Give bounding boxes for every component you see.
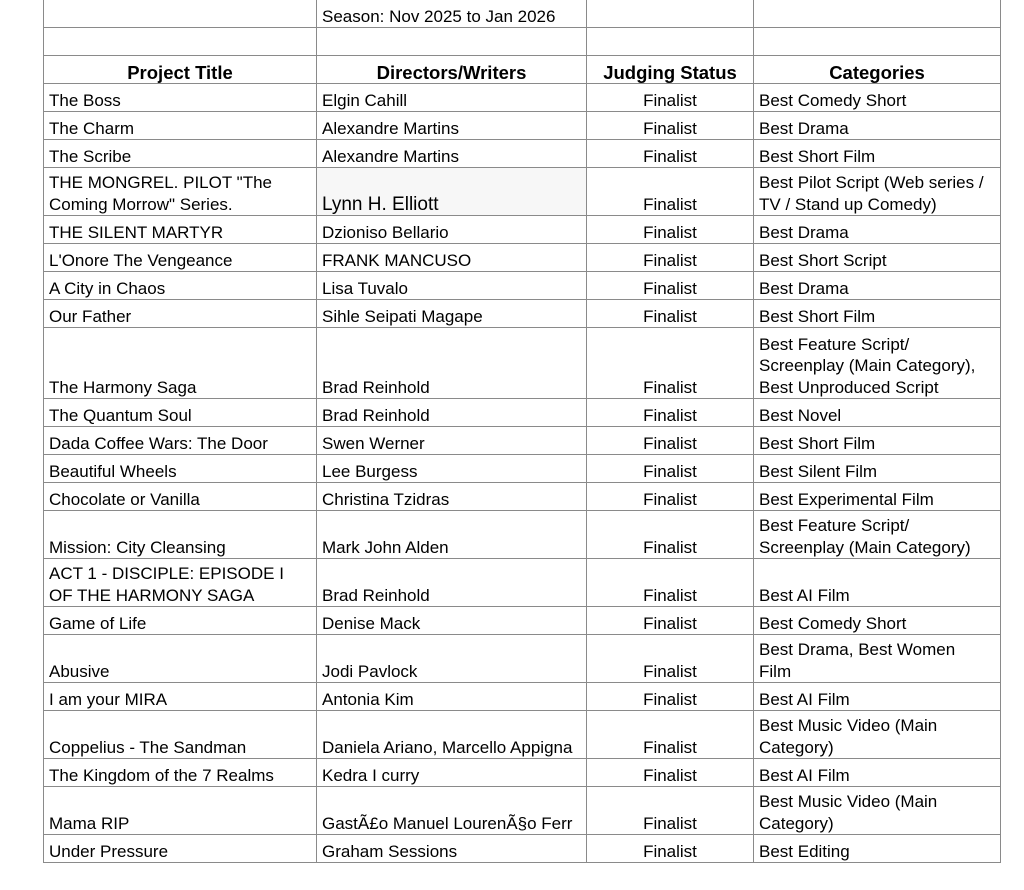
project-title-cell[interactable]: Dada Coffee Wars: The Door: [44, 427, 317, 455]
category-cell[interactable]: Best AI Film: [754, 559, 1001, 607]
finalists-table-body: [44, 0, 1001, 863]
director-cell[interactable]: Daniela Ariano, Marcello Appigna: [317, 711, 587, 759]
director-cell[interactable]: FRANK MANCUSO: [317, 244, 587, 272]
director-cell[interactable]: Brad Reinhold: [317, 399, 587, 427]
finalists-table: [43, 0, 1001, 863]
table-row: [44, 216, 1001, 244]
director-cell[interactable]: Lisa Tuvalo: [317, 272, 587, 300]
table-row: [44, 244, 1001, 272]
table-row: [44, 399, 1001, 427]
project-title-cell[interactable]: The Quantum Soul: [44, 399, 317, 427]
project-title-cell[interactable]: L'Onore The Vengeance: [44, 244, 317, 272]
category-cell[interactable]: Best Drama: [754, 112, 1001, 140]
judging-status-cell[interactable]: Finalist: [587, 455, 754, 483]
category-cell[interactable]: Best Music Video (Main Category): [754, 787, 1001, 835]
category-cell[interactable]: Best Short Script: [754, 244, 1001, 272]
category-cell[interactable]: Best Short Film: [754, 300, 1001, 328]
project-title-cell[interactable]: THE SILENT MARTYR: [44, 216, 317, 244]
director-cell[interactable]: Sihle Seipati Magape: [317, 300, 587, 328]
judging-status-cell[interactable]: Finalist: [587, 216, 754, 244]
director-cell[interactable]: Alexandre Martins: [317, 140, 587, 168]
category-cell[interactable]: Best Pilot Script (Web series / TV / Stand up Comedy): [754, 168, 1001, 216]
director-cell[interactable]: Mark John Alden: [317, 511, 587, 559]
project-title-cell[interactable]: A City in Chaos: [44, 272, 317, 300]
header-judging-status[interactable]: Judging Status: [587, 56, 754, 84]
project-title-cell[interactable]: The Scribe: [44, 140, 317, 168]
director-cell[interactable]: Lee Burgess: [317, 455, 587, 483]
director-cell[interactable]: Christina Tzidras: [317, 483, 587, 511]
category-cell[interactable]: Best Drama, Best Women Film: [754, 635, 1001, 683]
judging-status-cell[interactable]: Finalist: [587, 140, 754, 168]
table-row: [44, 835, 1001, 863]
table-row: [44, 511, 1001, 559]
project-title-cell[interactable]: The Boss: [44, 84, 317, 112]
season-cell[interactable]: Season: Nov 2025 to Jan 2026: [317, 0, 587, 28]
table-row: [44, 711, 1001, 759]
judging-status-cell[interactable]: Finalist: [587, 683, 754, 711]
table-row: [44, 683, 1001, 711]
category-cell[interactable]: Best Drama: [754, 216, 1001, 244]
header-project-title[interactable]: Project Title: [44, 56, 317, 84]
season-row: [44, 0, 1001, 28]
category-cell[interactable]: Best Drama: [754, 272, 1001, 300]
project-title-cell[interactable]: Our Father: [44, 300, 317, 328]
empty-cell[interactable]: [44, 28, 317, 56]
director-cell[interactable]: Jodi Pavlock: [317, 635, 587, 683]
header-categories[interactable]: Categories: [754, 56, 1001, 84]
table-row: [44, 759, 1001, 787]
judging-status-cell[interactable]: Finalist: [587, 835, 754, 863]
judging-status-cell[interactable]: Finalist: [587, 328, 754, 399]
director-cell[interactable]: Swen Werner: [317, 427, 587, 455]
project-title-cell[interactable]: The Harmony Saga: [44, 328, 317, 399]
header-directors-writers[interactable]: Directors/Writers: [317, 56, 587, 84]
table-row: [44, 300, 1001, 328]
director-cell[interactable]: GastÃ£o Manuel LourenÃ§o Ferr: [317, 787, 587, 835]
project-title-cell[interactable]: Chocolate or Vanilla: [44, 483, 317, 511]
project-title-cell[interactable]: ACT 1 - DISCIPLE: EPISODE I OF THE HARMONY SAGA: [44, 559, 317, 607]
category-cell[interactable]: Best Novel: [754, 399, 1001, 427]
project-title-cell[interactable]: Under Pressure: [44, 835, 317, 863]
judging-status-cell[interactable]: Finalist: [587, 300, 754, 328]
table-row: [44, 84, 1001, 112]
category-cell[interactable]: Best Feature Script/ Screenplay (Main Category): [754, 511, 1001, 559]
project-title-cell[interactable]: Beautiful Wheels: [44, 455, 317, 483]
judging-status-cell[interactable]: Finalist: [587, 607, 754, 635]
director-cell[interactable]: Elgin Cahill: [317, 84, 587, 112]
director-cell[interactable]: Alexandre Martins: [317, 112, 587, 140]
category-cell[interactable]: Best Editing: [754, 835, 1001, 863]
judging-status-cell[interactable]: Finalist: [587, 168, 754, 216]
empty-cell[interactable]: [754, 28, 1001, 56]
project-title-cell[interactable]: The Kingdom of the 7 Realms: [44, 759, 317, 787]
table-row: [44, 112, 1001, 140]
project-title-cell[interactable]: The Charm: [44, 112, 317, 140]
judging-status-cell[interactable]: Finalist: [587, 244, 754, 272]
blank-row: [44, 28, 1001, 56]
table-row: [44, 635, 1001, 683]
table-row: [44, 140, 1001, 168]
project-title-cell[interactable]: I am your MIRA: [44, 683, 317, 711]
category-cell[interactable]: Best Experimental Film: [754, 483, 1001, 511]
judging-status-cell[interactable]: Finalist: [587, 84, 754, 112]
judging-status-cell[interactable]: Finalist: [587, 483, 754, 511]
table-row: [44, 559, 1001, 607]
director-cell[interactable]: Dzioniso Bellario: [317, 216, 587, 244]
director-cell[interactable]: Lynn H. Elliott: [317, 168, 587, 216]
header-row: [44, 56, 1001, 84]
empty-cell[interactable]: [587, 0, 754, 28]
table-row: [44, 455, 1001, 483]
judging-status-cell[interactable]: Finalist: [587, 511, 754, 559]
judging-status-cell[interactable]: Finalist: [587, 399, 754, 427]
category-cell[interactable]: Best AI Film: [754, 759, 1001, 787]
table-row: [44, 787, 1001, 835]
director-cell[interactable]: Antonia Kim: [317, 683, 587, 711]
director-cell[interactable]: Brad Reinhold: [317, 328, 587, 399]
project-title-cell[interactable]: Coppelius - The Sandman: [44, 711, 317, 759]
judging-status-cell[interactable]: Finalist: [587, 759, 754, 787]
table-row: [44, 427, 1001, 455]
table-row: [44, 272, 1001, 300]
judging-status-cell[interactable]: Finalist: [587, 112, 754, 140]
category-cell[interactable]: Best Comedy Short: [754, 84, 1001, 112]
director-cell[interactable]: Kedra I curry: [317, 759, 587, 787]
project-title-cell[interactable]: Mama RIP: [44, 787, 317, 835]
category-cell[interactable]: Best Silent Film: [754, 455, 1001, 483]
empty-cell[interactable]: [587, 28, 754, 56]
director-cell[interactable]: Denise Mack: [317, 607, 587, 635]
category-cell[interactable]: Best Comedy Short: [754, 607, 1001, 635]
table-row: [44, 168, 1001, 216]
judging-status-cell[interactable]: Finalist: [587, 635, 754, 683]
project-title-cell[interactable]: Game of Life: [44, 607, 317, 635]
empty-cell[interactable]: [754, 0, 1001, 28]
category-cell[interactable]: Best Short Film: [754, 140, 1001, 168]
category-cell[interactable]: Best Feature Script/ Screenplay (Main Category), Best Unproduced Script: [754, 328, 1001, 399]
table-row: [44, 607, 1001, 635]
director-cell[interactable]: Brad Reinhold: [317, 559, 587, 607]
project-title-cell[interactable]: Abusive: [44, 635, 317, 683]
judging-status-cell[interactable]: Finalist: [587, 272, 754, 300]
table-row: [44, 483, 1001, 511]
category-cell[interactable]: Best Short Film: [754, 427, 1001, 455]
empty-cell[interactable]: [317, 28, 587, 56]
judging-status-cell[interactable]: Finalist: [587, 559, 754, 607]
judging-status-cell[interactable]: Finalist: [587, 711, 754, 759]
judging-status-cell[interactable]: Finalist: [587, 427, 754, 455]
category-cell[interactable]: Best Music Video (Main Category): [754, 711, 1001, 759]
empty-cell[interactable]: [44, 0, 317, 28]
category-cell[interactable]: Best AI Film: [754, 683, 1001, 711]
table-row: [44, 328, 1001, 399]
director-cell[interactable]: Graham Sessions: [317, 835, 587, 863]
project-title-cell[interactable]: Mission: City Cleansing: [44, 511, 317, 559]
project-title-cell[interactable]: THE MONGREL. PILOT "The Coming Morrow" Series.: [44, 168, 317, 216]
judging-status-cell[interactable]: Finalist: [587, 787, 754, 835]
